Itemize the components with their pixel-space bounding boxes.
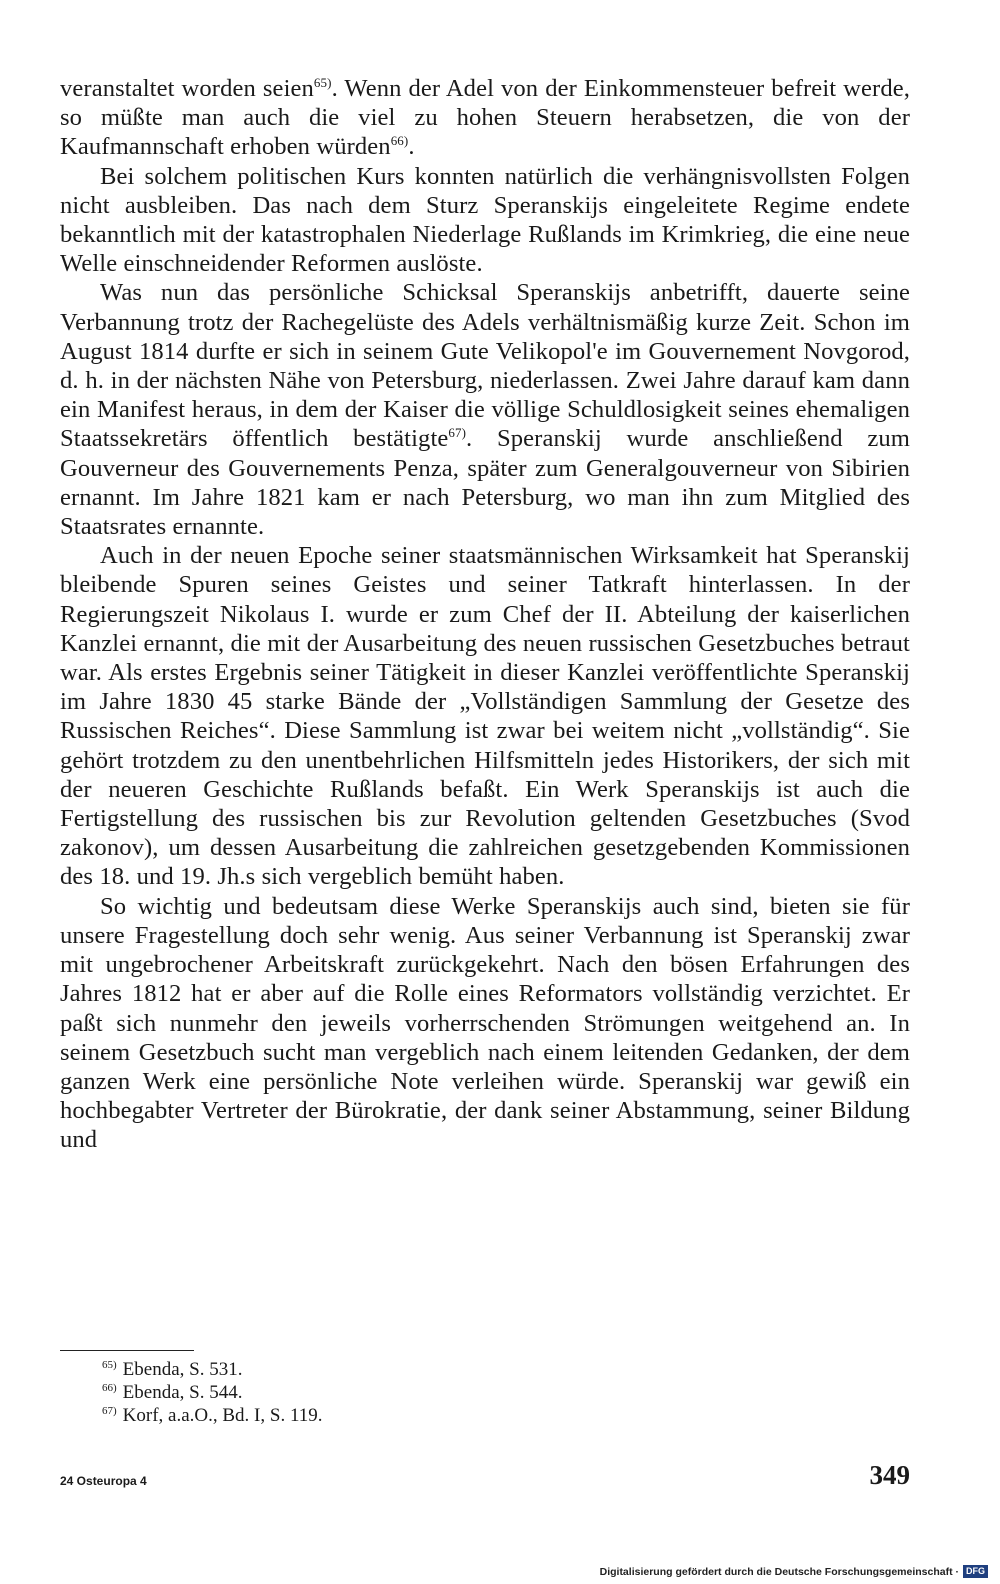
footnote <box>102 1404 323 1427</box>
footnote-text: Ebenda, S. 531. <box>122 1359 243 1380</box>
page-body <box>60 74 910 1155</box>
digitization-text: Digitalisierung gefördert durch die Deutsche Forschungsgemeinschaft · <box>599 1565 959 1578</box>
footnote-mark: 66) <box>102 1381 117 1394</box>
footnote <box>102 1381 323 1404</box>
footnote-reference: 66) <box>390 133 409 149</box>
paragraph-text: . Speranskij wurde anschließend zum Gouverneur des Gouvernements Penza, später zum Generalgouverneur von Sibirien ernannt. Im Jahre 1821 kam er nach Petersburg, wo man ihn zum Mitglied des Staatsrates ernannte. <box>60 425 911 541</box>
main-text <box>60 74 910 1155</box>
paragraph-text: veranstaltet worden seien <box>60 75 314 102</box>
footnote-reference: 65) <box>313 74 332 90</box>
paragraph-text: Auch in der neuen Epoche seiner staatsmännischen Wirksamkeit hat Speranskij bleibende Spuren seines Geistes und seiner Tatkraft hinterlassen. In der Regierungszeit Nikolaus I. wurde er zum Chef der II. Abteilung der kaiserlichen Kanzlei ernannt, die mit der Ausarbeitung des neuen russischen Gesetzbuches betraut war. Als erstes Ergebnis seiner Tätigkeit in dieser Kanzlei veröffentlichte Speranskij im Jahre 1830 45 starke Bände der „Vollständigen Sammlung der Gesetze des Russischen Reiches“. Diese Sammlung ist zwar bei weitem nicht „vollständig“. Sie gehört trotzdem zu den unentbehrlichen Hilfsmitteln jedes Historikers, der sich mit der neueren Geschichte Rußlands befaßt. Ein Werk Speranskijs ist auch die Fertigstellung des russischen bis zur Revolution geltenden Gesetzbuches (Svod zakonov), um dessen Ausarbeitung die zahlreichen gesetzgebenden Kommissionen des 18. und 19. Jh.s sich vergeblich bemüht haben. <box>60 542 910 891</box>
footnote-mark: 65) <box>102 1358 117 1371</box>
digitization-note <box>600 1565 988 1578</box>
paragraph-text: . <box>408 133 415 161</box>
paragraph <box>60 541 910 891</box>
paragraph-text: Bei solchem politischen Kurs konnten natürlich die verhängnisvollsten Folgen nicht ausbleiben. Das nach dem Sturz Speranskijs eingeleitete Regime endete bekanntlich mit der katastrophalen Niederlage Rußlands im Krimkrieg, die eine neue Welle einschneidender Reformen auslöste. <box>60 162 910 278</box>
page-number: 349 <box>869 1460 910 1490</box>
footnote-mark: 67) <box>102 1404 117 1417</box>
footnote-divider <box>60 1350 194 1351</box>
footnote-reference: 67) <box>448 425 467 441</box>
paragraph <box>60 74 910 162</box>
paragraph-text: So wichtig und bedeutsam diese Werke Speranskijs auch sind, bieten sie für unsere Fragestellung doch sehr wenig. Aus seiner Verbannung ist Speranskij zwar mit ungebrochener Arbeitskraft zurückgekehrt. Nach den bösen Erfahrungen des Jahres 1812 hat er aber auf die Rolle eines Reformators vollständig verzichtet. Er paßt sich nunmehr den jeweils vorherrschenden Strömungen weitgehend an. In seinem Gesetzbuch sucht man vergeblich nach einem leitenden Gedanken, der dem ganzen Werk eine persönliche Note verleihen würde. Speranskij war gewiß ein hochbegabter Vertreter der Bürokratie, der dank seiner Abstammung, seiner Bildung und <box>60 892 910 1154</box>
sheet-signature: 24 Osteuropa 4 <box>60 1474 147 1488</box>
paragraph <box>60 278 910 541</box>
footnote <box>102 1358 323 1381</box>
footnote-text: Ebenda, S. 544. <box>122 1382 243 1403</box>
footnote-text: Korf, a.a.O., Bd. I, S. 119. <box>122 1405 323 1426</box>
paragraph-text: Was nun das persönliche Schicksal Speranskijs anbetrifft, dauerte seine Verbannung trotz der Rachegelüste des Adels verhältnismäßig kurze Zeit. Schon im August 1814 durfte er sich in seinem Gute Velikopol'e im Gouvernement Novgorod, d. h. in der nächsten Nähe von Petersburg, niederlassen. Zwei Jahre darauf kam dann ein Manifest heraus, in dem der Kaiser die völlige Schuldlosigkeit seines ehemaligen Staatssekretärs öffentlich bestätigte <box>60 279 910 453</box>
paragraph <box>60 892 910 1155</box>
dfg-logo-icon: DFG <box>963 1565 988 1578</box>
paragraph-text: . Wenn der Adel von der Einkommensteuer befreit werde, so müßte man auch die viel zu hohen Steuern herabsetzen, die von der Kaufmannschaft erhoben würden <box>60 75 910 161</box>
footnotes <box>102 1358 323 1427</box>
paragraph <box>60 162 910 279</box>
